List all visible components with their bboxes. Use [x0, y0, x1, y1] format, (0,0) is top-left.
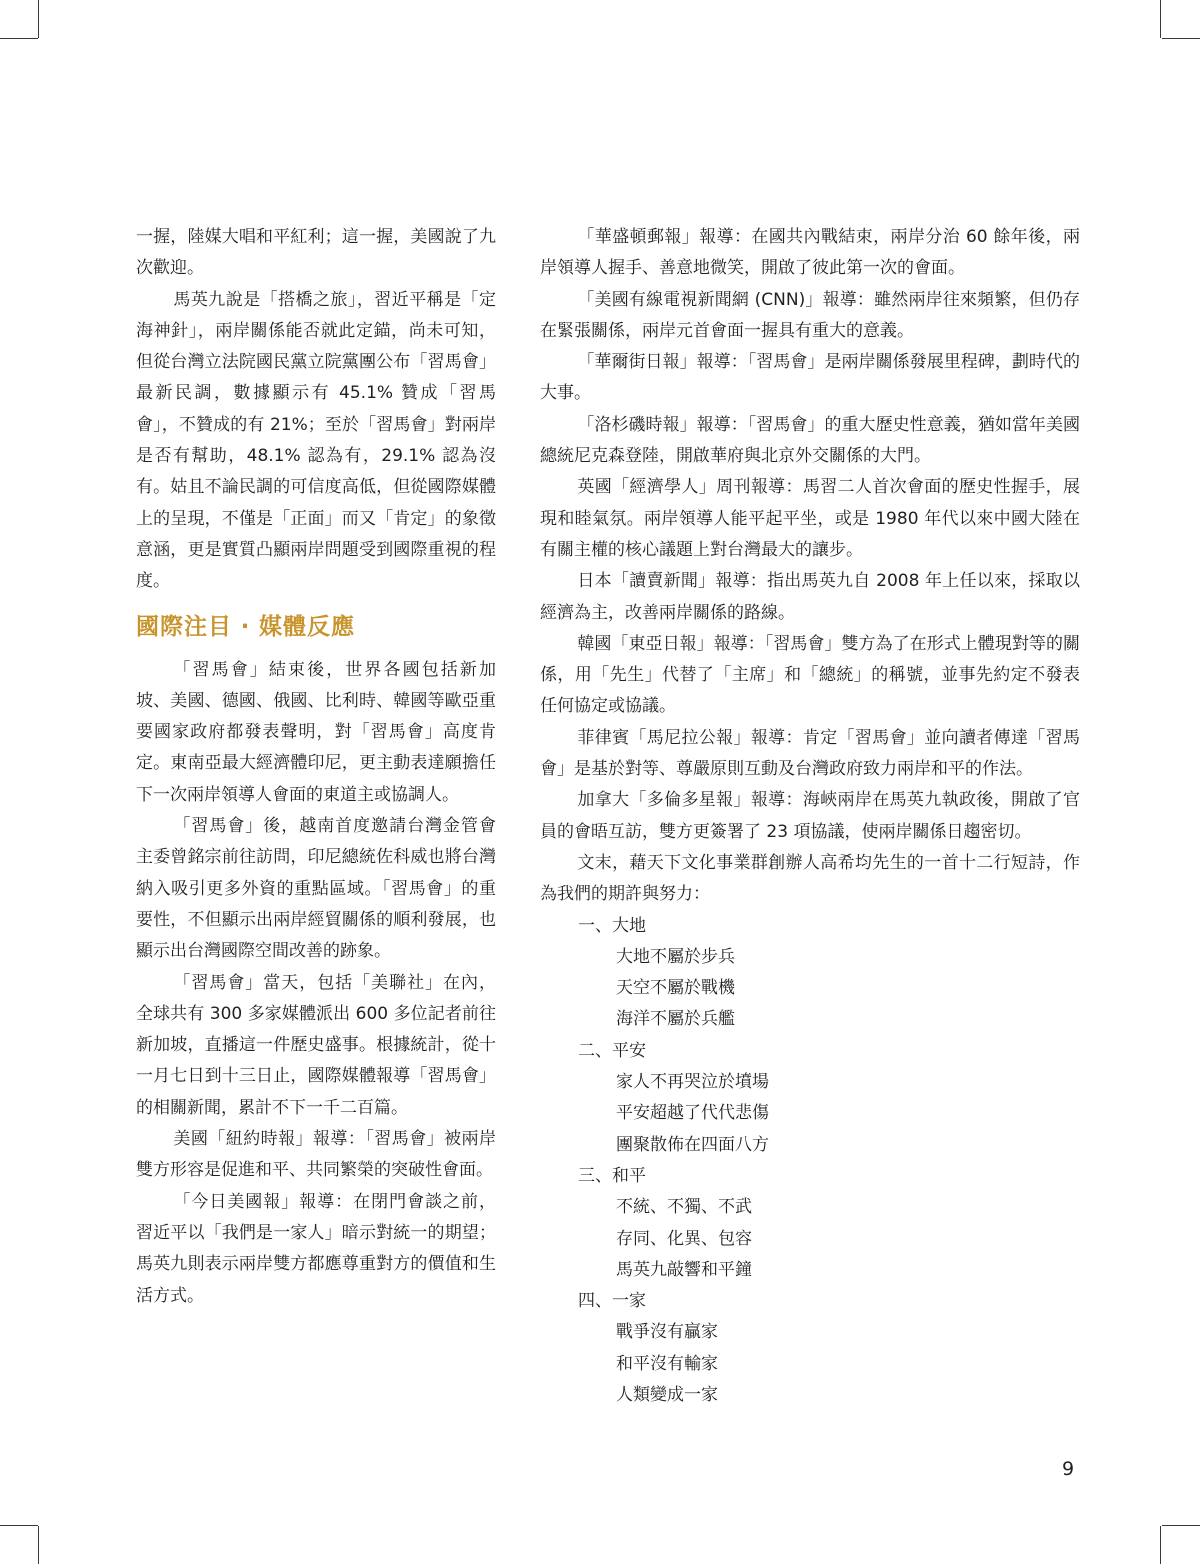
- paragraph: 日本「讀賣新聞」報導：指出馬英九自 2008 年上任以來，採取以經濟為主，改善兩岸關係的路線。: [540, 571, 1080, 623]
- poem-line: 馬英九敲響和平鐘: [616, 1259, 752, 1280]
- crop-mark-bottom-right-h: [1162, 1525, 1200, 1526]
- paragraph: 「美國有線電視新聞網 (CNN)」報導：雖然兩岸往來頻繁，但仍存在緊張關係，兩岸元首會面一握具有重大的意義。: [540, 289, 1080, 341]
- crop-mark-top-right: [1160, 0, 1161, 38]
- crop-mark-top-right-h: [1162, 38, 1200, 39]
- poem-stanza-title: 二、平安: [578, 1040, 646, 1061]
- poem-line: 天空不屬於戰機: [616, 978, 735, 999]
- poem-line: 海洋不屬於兵艦: [616, 1009, 735, 1030]
- paragraph: 「華爾街日報」報導：「習馬會」是兩岸關係發展里程碑，劃時代的大事。: [540, 352, 1080, 404]
- page-number: 9: [1062, 1458, 1075, 1480]
- poem-line: 平安超越了代代悲傷: [616, 1103, 769, 1124]
- crop-mark-top-left: [38, 0, 39, 38]
- right-column: [540, 222, 1080, 1411]
- poem-stanza-title: 三、和平: [578, 1165, 646, 1186]
- poem-line: 人類變成一家: [616, 1384, 718, 1405]
- poem-line: 團聚散佈在四面八方: [616, 1134, 769, 1155]
- paragraph: 文末，藉天下文化事業群創辦人高希均先生的一首十二行短詩，作為我們的期許與努力：: [540, 852, 1080, 905]
- poem-line: 和平沒有輸家: [616, 1353, 718, 1374]
- crop-mark-bottom-left: [38, 1526, 39, 1564]
- paragraph: 「洛杉磯時報」報導：「習馬會」的重大歷史性意義，猶如當年美國總統尼克森登陸，開啟華府與北京外交關係的大門。: [540, 414, 1080, 467]
- crop-mark-bottom-left-h: [0, 1525, 38, 1526]
- crop-mark-bottom-right: [1160, 1526, 1161, 1564]
- paragraph: 「今日美國報」報導：在閉門會談之前，習近平以「我們是一家人」暗示對統一的期望；馬英九則表示兩岸雙方都應尊重對方的價值和生活方式。: [136, 1191, 496, 1306]
- paragraph: 菲律賓「馬尼拉公報」報導：肯定「習馬會」並向讀者傳達「習馬會」是基於對等、尊嚴原則互動及台灣政府致力兩岸和平的作法。: [540, 727, 1080, 780]
- paragraph: 韓國「東亞日報」報導：「習馬會」雙方為了在形式上體現對等的關係，用「先生」代替了「主席」和「總統」的稱號，並事先約定不發表任何協定或協議。: [540, 633, 1080, 717]
- paragraph: 「華盛頓郵報」報導：在國共內戰結束，兩岸分治 60 餘年後，兩岸領導人握手、善意地微笑，開啟了彼此第一次的會面。: [540, 227, 1080, 279]
- paragraph: 加拿大「多倫多星報」報導：海峽兩岸在馬英九執政後，開啟了官員的會晤互訪，雙方更簽署了 23 項協議，使兩岸關係日趨密切。: [540, 790, 1080, 842]
- poem: [540, 911, 1080, 1412]
- poem-line: 家人不再哭泣於墳場: [616, 1072, 769, 1093]
- poem-line: 大地不屬於步兵: [616, 946, 735, 967]
- poem-stanza-title: 一、大地: [578, 915, 646, 936]
- poem-line: 不統、不獨、不武: [616, 1197, 752, 1218]
- paragraph: 「習馬會」當天，包括「美聯社」在內，全球共有 300 多家媒體派出 600 多位記者前往新加坡，直播這一件歷史盛事。根據統計，從十一月七日到十三日止，國際媒體報導「習馬會」的相關新聞，累計不下一千二百篇。: [136, 972, 496, 1118]
- paragraph: 一握，陸媒大唱和平紅利；這一握，美國說了九次歡迎。: [136, 227, 496, 279]
- poem-line: 存同、化異、包容: [616, 1228, 752, 1249]
- poem-line: 戰爭沒有贏家: [616, 1322, 718, 1343]
- paragraph: 「習馬會」後，越南首度邀請台灣金管會主委曾銘宗前往訪問，印尼總統佐科威也將台灣納入吸引更多外資的重點區域。「習馬會」的重要性，不但顯示出兩岸經貿關係的順利發展，也顯示出台灣國際空間改善的跡象。: [136, 816, 496, 962]
- paragraph: 美國「紐約時報」報導：「習馬會」被兩岸雙方形容是促進和平、共同繁榮的突破性會面。: [136, 1129, 496, 1181]
- left-column: [136, 222, 496, 1312]
- paragraph: 馬英九說是「搭橋之旅」，習近平稱是「定海神針」，兩岸關係能否就此定錨，尚未可知，但從台灣立法院國民黨立院黨團公布「習馬會」最新民調，數據顯示有 45.1% 贊成「習馬會」，不贊成的有 21%；至於「習馬會」對兩岸是否有幫助，48.1% 認為有，29.1% 認為沒有。姑且不論民調的可信度高低，但從國際媒體上的呈現，不僅是「正面」而又「肯定」的象徵意涵，更是實質凸顯兩岸問題受到國際重視的程度。: [136, 289, 496, 592]
- section-heading: 國際注目 ‧ 媒體反應: [136, 613, 356, 640]
- paragraph: 「習馬會」結束後，世界各國包括新加坡、美國、德國、俄國、比利時、韓國等歐亞重要國家政府都發表聲明，對「習馬會」高度肯定。東南亞最大經濟體印尼，更主動表達願擔任下一次兩岸領導人會面的東道主或協調人。: [136, 659, 496, 805]
- crop-mark-top-left-h: [0, 38, 38, 39]
- paragraph: 英國「經濟學人」周刊報導：馬習二人首次會面的歷史性握手，展現和睦氣氛。兩岸領導人能平起平坐，或是 1980 年代以來中國大陸在有關主權的核心議題上對台灣最大的讓步。: [540, 477, 1080, 560]
- poem-stanza-title: 四、一家: [578, 1291, 646, 1312]
